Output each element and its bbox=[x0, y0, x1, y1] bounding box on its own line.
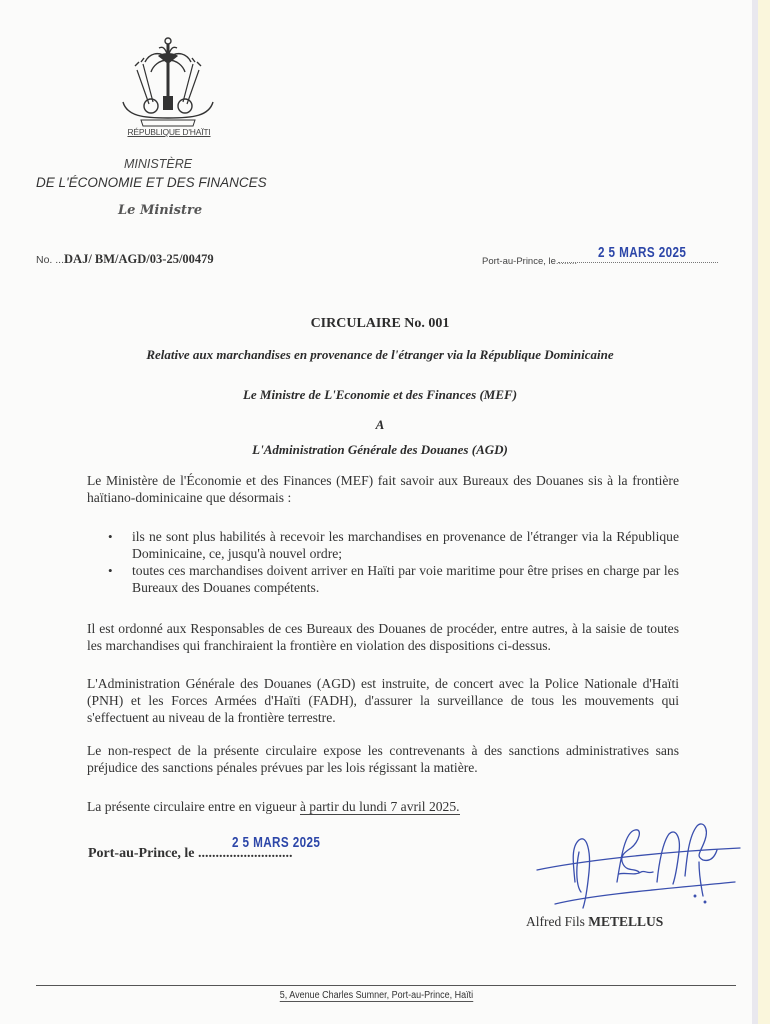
signatory-last-name: METELLUS bbox=[588, 914, 664, 929]
circular-from: Le Ministre de L'Economie et des Finances (MEF) bbox=[242, 387, 518, 402]
circular-to-word: A bbox=[375, 417, 385, 432]
signatory-name bbox=[526, 914, 663, 930]
effective-date-lead: La présente circulaire entre en vigueur bbox=[87, 799, 300, 814]
closing-place-dots: ........................... bbox=[198, 846, 293, 861]
footer-divider bbox=[36, 985, 736, 986]
header-place-label: Port-au-Prince, le bbox=[482, 256, 556, 267]
list-item bbox=[108, 562, 679, 596]
list-item-text: ils ne sont plus habilités à recevoir les marchandises en provenance de l'étranger via la République Dominicaine, ce, jusqu'à nouvel ordre; bbox=[132, 529, 679, 561]
header-date-dotted-line bbox=[558, 262, 718, 263]
footer bbox=[0, 990, 752, 1002]
seizure-paragraph: Il est ordonné aux Responsables de ces Bureaux des Douanes de procéder, entre autres, à la saisie de toutes les marchandises qui franchiraient la frontière en violation des dispositions ci-dessus. bbox=[87, 621, 679, 653]
handwritten-signature bbox=[535, 812, 745, 912]
footer-address: 5, Avenue Charles Sumner, Port-au-Prince, Haïti bbox=[279, 990, 473, 1001]
intro-paragraph: Le Ministère de l'Économie et des Finances (MEF) fait savoir aux Bureaux des Douanes sis à la frontière haïtiano-dominicaine que désormais : bbox=[87, 473, 679, 505]
bullet-icon: • bbox=[108, 529, 113, 544]
republic-label: RÉPUBLIQUE D'HAÏTI bbox=[127, 127, 211, 137]
signatory-first-name: Alfred Fils bbox=[526, 914, 589, 929]
surveillance-paragraph: L'Administration Générale des Douanes (AGD) est instruite, de concert avec la Police Nationale d'Haïti (PNH) et les Forces Armées d'Haïti (FADH), d'assurer la surveillance de tous les mouvements qui s'effectuent au niveau de la frontière terrestre. bbox=[87, 676, 679, 725]
list-item bbox=[108, 528, 679, 562]
closing-place-label: Port-au-Prince, le bbox=[88, 846, 199, 861]
reference-prefix: No. ... bbox=[36, 254, 65, 266]
reference-value: DAJ/ BM/AGD/03-25/00479 bbox=[64, 252, 214, 266]
closing-date-stamp: 2 5 MARS 2025 bbox=[232, 834, 321, 851]
circular-title: CIRCULAIRE No. 001 bbox=[310, 316, 450, 331]
ministry-title-line1: MINISTÈRE bbox=[124, 157, 193, 171]
directive-list bbox=[108, 528, 679, 596]
coat-of-arms-emblem bbox=[113, 36, 223, 130]
header-place-dots: ........ bbox=[555, 256, 578, 267]
office-label: Le Ministre bbox=[118, 203, 203, 218]
effective-date-underlined: à partir du lundi 7 avril 2025. bbox=[299, 799, 460, 814]
ministry-title-line2: DE L'ÉCONOMIE ET DES FINANCES bbox=[36, 175, 267, 190]
bullet-icon: • bbox=[108, 563, 113, 578]
page-edge-shadow bbox=[758, 0, 770, 1024]
list-item-text: toutes ces marchandises doivent arriver en Haïti par voie maritime pour être prises en charge par les Bureaux des Douanes compétents. bbox=[132, 563, 679, 595]
circular-to: L'Administration Générale des Douanes (AGD) bbox=[252, 442, 508, 457]
circular-subject: Relative aux marchandises en provenance de l'étranger via la République Dominicaine bbox=[146, 347, 614, 362]
sanctions-paragraph: Le non-respect de la présente circulaire expose les contrevenants à des sanctions administratives sans préjudice des sanctions pénales prévues par les lois régissant la matière. bbox=[87, 743, 679, 775]
reference-number bbox=[36, 252, 214, 267]
header-date-stamp: 2 5 MARS 2025 bbox=[598, 244, 687, 261]
